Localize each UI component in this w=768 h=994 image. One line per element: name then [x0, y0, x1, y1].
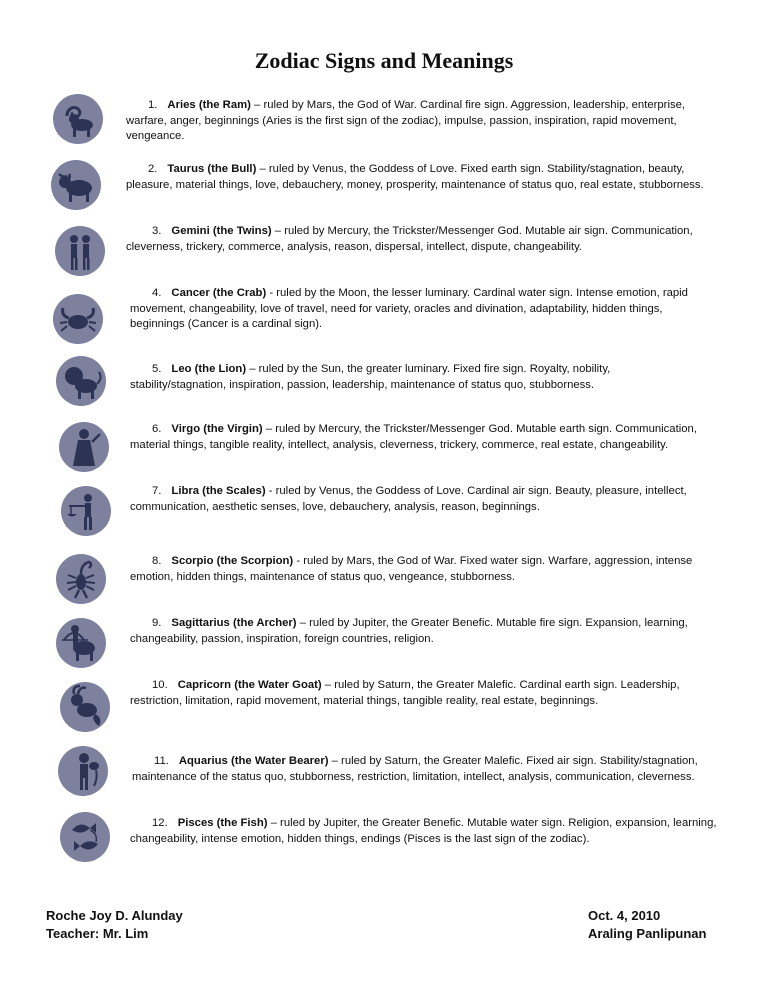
- list-item: [0, 676, 768, 738]
- list-item: [0, 156, 768, 218]
- date: Oct. 4, 2010: [588, 908, 661, 923]
- goat-icon: [60, 682, 110, 732]
- list-item: [0, 418, 768, 480]
- list-item: [0, 546, 768, 608]
- entry-text: 8. Scorpio (the Scorpion) - ruled by Mars, the God of War. Fixed water sign. Warfare, aggression, intense emotion, hidden things, maintenance of status quo, vengeance, stubborness.: [130, 555, 693, 583]
- entry-text: 4. Cancer (the Crab) - ruled by the Moon, the lesser luminary. Cardinal water sign. Intense emotion, rapid movement, changeability, love of travel, need for variety, oracles and divination, adaptability, hidden things, beginnings (Cancer is a cardinal sign).: [130, 287, 688, 330]
- entry-text: 2. Taurus (the Bull) – ruled by Venus, the Goddess of Love. Fixed earth sign. Stability/stagnation, beauty, pleasure, material things, love, debauchery, money, prosperity, maintenance of status quo, real estate, stubborness.: [126, 163, 704, 191]
- list-item: [0, 92, 768, 154]
- scales-icon: [61, 486, 111, 536]
- list-item: [0, 744, 768, 806]
- entry-text: 9. Sagittarius (the Archer) – ruled by Jupiter, the Greater Benefic. Mutable fire sign. Expansion, learning, changeability, passion, inspiration, foreign countries, religion.: [130, 617, 688, 645]
- footer-left: [46, 907, 183, 943]
- lion-icon: [56, 356, 106, 406]
- footer-right: [588, 907, 706, 943]
- virgin-icon: [59, 422, 109, 472]
- teacher-name: Teacher: Mr. Lim: [46, 926, 149, 941]
- archer-icon: [56, 618, 106, 668]
- page-title: Zodiac Signs and Meanings: [254, 48, 514, 73]
- ram-icon: [53, 94, 103, 144]
- entry-text: 5. Leo (the Lion) – ruled by the Sun, the greater luminary. Fixed fire sign. Royalty, nobility, stability/stagnation, inspiration, passion, leadership, maintenance of status quo, stubborness.: [130, 363, 611, 391]
- entry-text: 1. Aries (the Ram) – ruled by Mars, the God of War. Cardinal fire sign. Aggression, leadership, enterprise, warfare, anger, beginnings (Aries is the first sign of the zodiac), impulse, passion, inspiration, rapid movement, vengeance.: [126, 99, 686, 142]
- list-item: [0, 612, 768, 674]
- entry-text: 10. Capricorn (the Water Goat) – ruled by Saturn, the Greater Malefic. Cardinal earth sign. Leadership, restriction, limitation, rapid movement, material things, tangible reality, real estate, beginnings.: [130, 679, 680, 707]
- list-item: [0, 480, 768, 542]
- scorpion-icon: [56, 554, 106, 604]
- list-item: [0, 354, 768, 416]
- twins-icon: [55, 226, 105, 276]
- list-item: [0, 222, 768, 284]
- list-item: [0, 810, 768, 872]
- entry-text: 6. Virgo (the Virgin) – ruled by Mercury, the Trickster/Messenger God. Mutable earth sign. Communication, material things, tangible reality, intellect, analysis, cleverness, trickery, commerce, real estate, changeability.: [130, 423, 697, 451]
- entry-text: 11. Aquarius (the Water Bearer) – ruled by Saturn, the Greater Malefic. Fixed air sign. Stability/stagnation, maintenance of the status quo, stubborness, restriction, limitation, intellect, analysis, communication, cleverness.: [132, 755, 698, 783]
- crab-icon: [53, 294, 103, 344]
- water-bearer-icon: [58, 746, 108, 796]
- list-item: [0, 284, 768, 346]
- author-name: Roche Joy D. Alunday: [46, 908, 183, 923]
- entry-text: 12. Pisces (the Fish) – ruled by Jupiter, the Greater Benefic. Mutable water sign. Religion, expansion, learning, changeability, intense emotion, hidden things, endings (Pisces is the last sign of the zodiac).: [130, 817, 717, 845]
- fish-icon: [60, 812, 110, 862]
- subject: Araling Panlipunan: [588, 926, 707, 941]
- bull-icon: [51, 160, 101, 210]
- entry-text: 7. Libra (the Scales) - ruled by Venus, the Goddess of Love. Cardinal air sign. Beauty, pleasure, intellect, communication, aesthetic senses, love, debauchery, analysis, reason, beginnings.: [130, 485, 687, 513]
- entry-text: 3. Gemini (the Twins) – ruled by Mercury, the Trickster/Messenger God. Mutable air sign. Communication, cleverness, trickery, commerce, analysis, reason, dispersal, intellect, dispute, changeability.: [126, 225, 693, 253]
